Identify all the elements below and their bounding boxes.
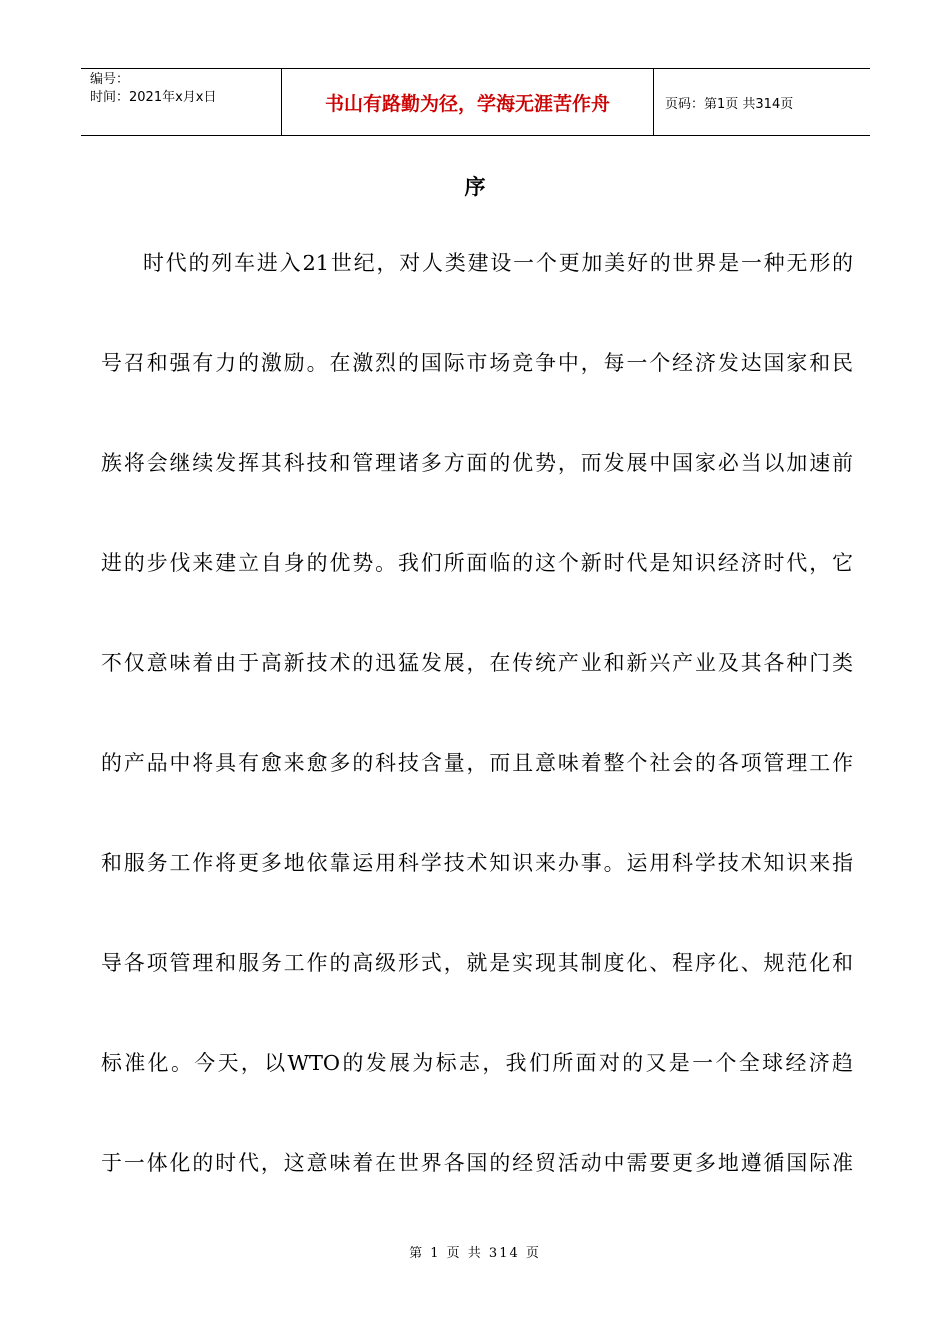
text-line: 导各项管理和服务工作的高级形式，就是实现其制度化、程序化、规范化和 — [101, 951, 853, 975]
text-line: 不仅意味着由于高新技术的迅猛发展，在传统产业和新兴产业及其各种门类 — [101, 651, 853, 675]
document-number-label: 编号： — [90, 72, 130, 87]
text-line: 和服务工作将更多地依靠运用科学技术知识来办事。运用科学技术知识来指 — [101, 851, 853, 875]
header-meta — [81, 69, 281, 135]
page-footer: 第 1 页 共 314 页 — [409, 1246, 541, 1261]
text-line: 进的步伐来建立自身的优势。我们所面临的这个新时代是知识经济时代，它 — [101, 551, 853, 575]
document-title: 序 — [464, 175, 486, 199]
text-line: 时代的列车进入21世纪，对人类建设一个更加美好的世界是一种无形的 — [143, 251, 853, 275]
header-page-info: 页码：第1页 共314页 — [665, 96, 794, 112]
page-header — [81, 68, 870, 136]
text-line: 于一体化的时代，这意味着在世界各国的经贸活动中需要更多地遵循国际准 — [101, 1151, 853, 1175]
document-time-label: 时间：2021年x月x日 — [90, 90, 217, 105]
header-motto: 书山有路勤为径，学海无涯苦作舟 — [281, 69, 654, 135]
text-line: 标准化。今天，以WTO的发展为标志，我们所面对的又是一个全球经济趋 — [101, 1051, 853, 1075]
text-line: 号召和强有力的激励。在激烈的国际市场竞争中，每一个经济发达国家和民 — [101, 351, 853, 375]
document-body — [101, 243, 853, 1243]
text-line: 族将会继续发挥其科技和管理诸多方面的优势，而发展中国家必当以加速前 — [101, 451, 853, 475]
text-line: 的产品中将具有愈来愈多的科技含量，而且意味着整个社会的各项管理工作 — [101, 751, 853, 775]
